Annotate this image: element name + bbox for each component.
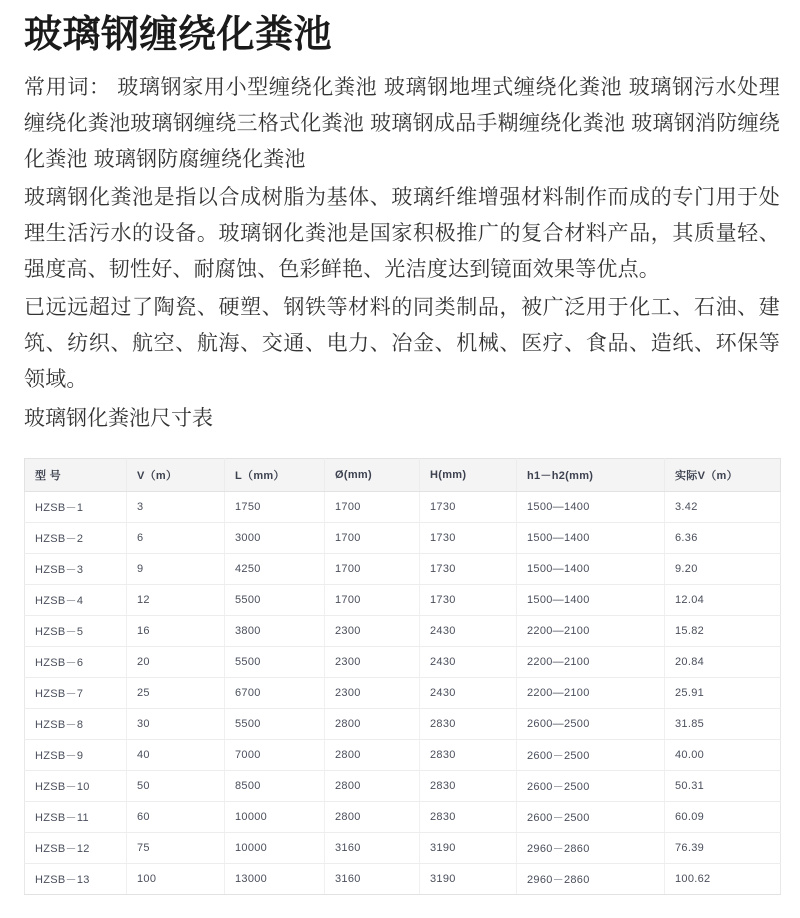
table-row	[25, 708, 781, 739]
table-row	[25, 522, 781, 553]
table-cell: 20	[127, 646, 225, 677]
table-cell-model: HZSB－8	[25, 708, 127, 739]
table-cell: 5500	[225, 708, 325, 739]
table-cell-model: HZSB－7	[25, 677, 127, 708]
table-cell: 16	[127, 615, 225, 646]
table-row	[25, 801, 781, 832]
spec-table-container	[24, 458, 780, 895]
table-cell: 4250	[225, 553, 325, 584]
table-cell: 9.20	[665, 553, 781, 584]
table-row	[25, 646, 781, 677]
table-cell: 3160	[325, 832, 420, 863]
table-cell: 1500—1400	[517, 584, 665, 615]
table-cell-model: HZSB－2	[25, 522, 127, 553]
table-cell: 8500	[225, 770, 325, 801]
table-cell: 40	[127, 739, 225, 770]
table-cell: 2600－2500	[517, 770, 665, 801]
table-cell: 25	[127, 677, 225, 708]
table-cell-model: HZSB－1	[25, 491, 127, 522]
table-cell: 9	[127, 553, 225, 584]
table-row	[25, 615, 781, 646]
table-cell-model: HZSB－6	[25, 646, 127, 677]
spec-table-head	[25, 458, 781, 491]
table-cell: 2960－2860	[517, 863, 665, 894]
table-cell: 100	[127, 863, 225, 894]
table-cell: 50	[127, 770, 225, 801]
table-cell: 2830	[420, 739, 517, 770]
table-row	[25, 863, 781, 894]
table-cell: 1750	[225, 491, 325, 522]
table-cell: 12.04	[665, 584, 781, 615]
table-cell: 10000	[225, 801, 325, 832]
table-cell: 2830	[420, 708, 517, 739]
table-cell: 2960－2860	[517, 832, 665, 863]
table-row	[25, 584, 781, 615]
table-cell: 2300	[325, 615, 420, 646]
spec-table-caption: 玻璃钢化粪池尺寸表	[24, 406, 213, 430]
table-cell: 1730	[420, 491, 517, 522]
table-cell: 50.31	[665, 770, 781, 801]
table-header-row	[25, 458, 781, 491]
table-cell: 2600－2500	[517, 801, 665, 832]
table-cell-model: HZSB－12	[25, 832, 127, 863]
table-cell: 2300	[325, 646, 420, 677]
table-cell: 1730	[420, 553, 517, 584]
table-cell: 2830	[420, 770, 517, 801]
table-cell: 5500	[225, 646, 325, 677]
table-column-header-5: h1－h2(mm)	[517, 458, 665, 491]
table-row	[25, 739, 781, 770]
table-row	[25, 491, 781, 522]
table-cell: 2800	[325, 708, 420, 739]
table-column-header-4: H(mm)	[420, 458, 517, 491]
table-cell: 1700	[325, 584, 420, 615]
table-column-header-0: 型 号	[25, 458, 127, 491]
table-cell-model: HZSB－9	[25, 739, 127, 770]
table-cell: 10000	[225, 832, 325, 863]
spec-table	[24, 458, 781, 895]
table-cell: 2600—2500	[517, 708, 665, 739]
table-cell: 1730	[420, 522, 517, 553]
table-cell: 2800	[325, 801, 420, 832]
table-cell: 3	[127, 491, 225, 522]
table-cell: 2430	[420, 646, 517, 677]
table-cell: 3160	[325, 863, 420, 894]
table-cell: 25.91	[665, 677, 781, 708]
table-cell: 2800	[325, 739, 420, 770]
table-cell: 6700	[225, 677, 325, 708]
table-cell: 3000	[225, 522, 325, 553]
table-row	[25, 832, 781, 863]
table-cell: 1700	[325, 522, 420, 553]
table-cell-model: HZSB－11	[25, 801, 127, 832]
table-cell: 2600－2500	[517, 739, 665, 770]
description-paragraph: 玻璃钢化粪池是指以合成树脂为基体、玻璃纤维增强材料制作而成的专门用于处理生活污水的设备。玻璃钢化粪池是国家积极推广的复合材料产品，其质量轻、强度高、韧性好、耐腐蚀、色彩鲜艳、光洁度达到镜面效果等优点。	[24, 185, 780, 281]
table-cell: 1730	[420, 584, 517, 615]
table-row	[25, 677, 781, 708]
table-cell: 15.82	[665, 615, 781, 646]
table-cell: 1500—1400	[517, 491, 665, 522]
keywords-paragraph: 常用词： 玻璃钢家用小型缠绕化粪池 玻璃钢地埋式缠绕化粪池 玻璃钢污水处理缠绕化粪池玻璃钢缠绕三格式化粪池 玻璃钢成品手糊缠绕化粪池 玻璃钢消防缠绕化粪池 玻璃钢防腐缠绕化粪池	[24, 75, 780, 171]
table-cell-model: HZSB－13	[25, 863, 127, 894]
table-cell: 3190	[420, 863, 517, 894]
table-cell: 1500—1400	[517, 522, 665, 553]
table-cell: 12	[127, 584, 225, 615]
page-title: 玻璃钢缠绕化粪池	[24, 14, 333, 56]
table-cell: 60	[127, 801, 225, 832]
table-cell: 5500	[225, 584, 325, 615]
table-cell: 2800	[325, 770, 420, 801]
table-row	[25, 553, 781, 584]
table-cell: 60.09	[665, 801, 781, 832]
table-cell: 1700	[325, 553, 420, 584]
table-cell-model: HZSB－3	[25, 553, 127, 584]
table-cell: 2200—2100	[517, 615, 665, 646]
table-cell: 13000	[225, 863, 325, 894]
table-cell: 2430	[420, 615, 517, 646]
table-cell: 6	[127, 522, 225, 553]
table-column-header-3: Ø(mm)	[325, 458, 420, 491]
table-cell: 2200—2100	[517, 677, 665, 708]
table-cell-model: HZSB－10	[25, 770, 127, 801]
table-cell: 3.42	[665, 491, 781, 522]
table-column-header-1: V（m）	[127, 458, 225, 491]
table-cell: 3190	[420, 832, 517, 863]
table-cell: 75	[127, 832, 225, 863]
table-column-header-6: 实际V（m）	[665, 458, 781, 491]
table-cell: 6.36	[665, 522, 781, 553]
table-cell: 2830	[420, 801, 517, 832]
table-cell: 40.00	[665, 739, 781, 770]
table-cell: 100.62	[665, 863, 781, 894]
table-cell: 76.39	[665, 832, 781, 863]
table-cell-model: HZSB－4	[25, 584, 127, 615]
table-cell: 1700	[325, 491, 420, 522]
applications-paragraph: 已远远超过了陶瓷、硬塑、钢铁等材料的同类制品，被广泛用于化工、石油、建筑、纺织、航空、航海、交通、电力、冶金、机械、医疗、食品、造纸、环保等领域。	[24, 295, 780, 391]
table-column-header-2: L（mm）	[225, 458, 325, 491]
table-cell-model: HZSB－5	[25, 615, 127, 646]
table-cell: 31.85	[665, 708, 781, 739]
table-cell: 3800	[225, 615, 325, 646]
table-cell: 20.84	[665, 646, 781, 677]
table-row	[25, 770, 781, 801]
table-cell: 30	[127, 708, 225, 739]
table-cell: 7000	[225, 739, 325, 770]
table-cell: 2300	[325, 677, 420, 708]
table-cell: 2430	[420, 677, 517, 708]
table-cell: 2200—2100	[517, 646, 665, 677]
product-detail-page	[0, 12, 800, 918]
spec-table-body	[25, 491, 781, 894]
table-cell: 1500—1400	[517, 553, 665, 584]
